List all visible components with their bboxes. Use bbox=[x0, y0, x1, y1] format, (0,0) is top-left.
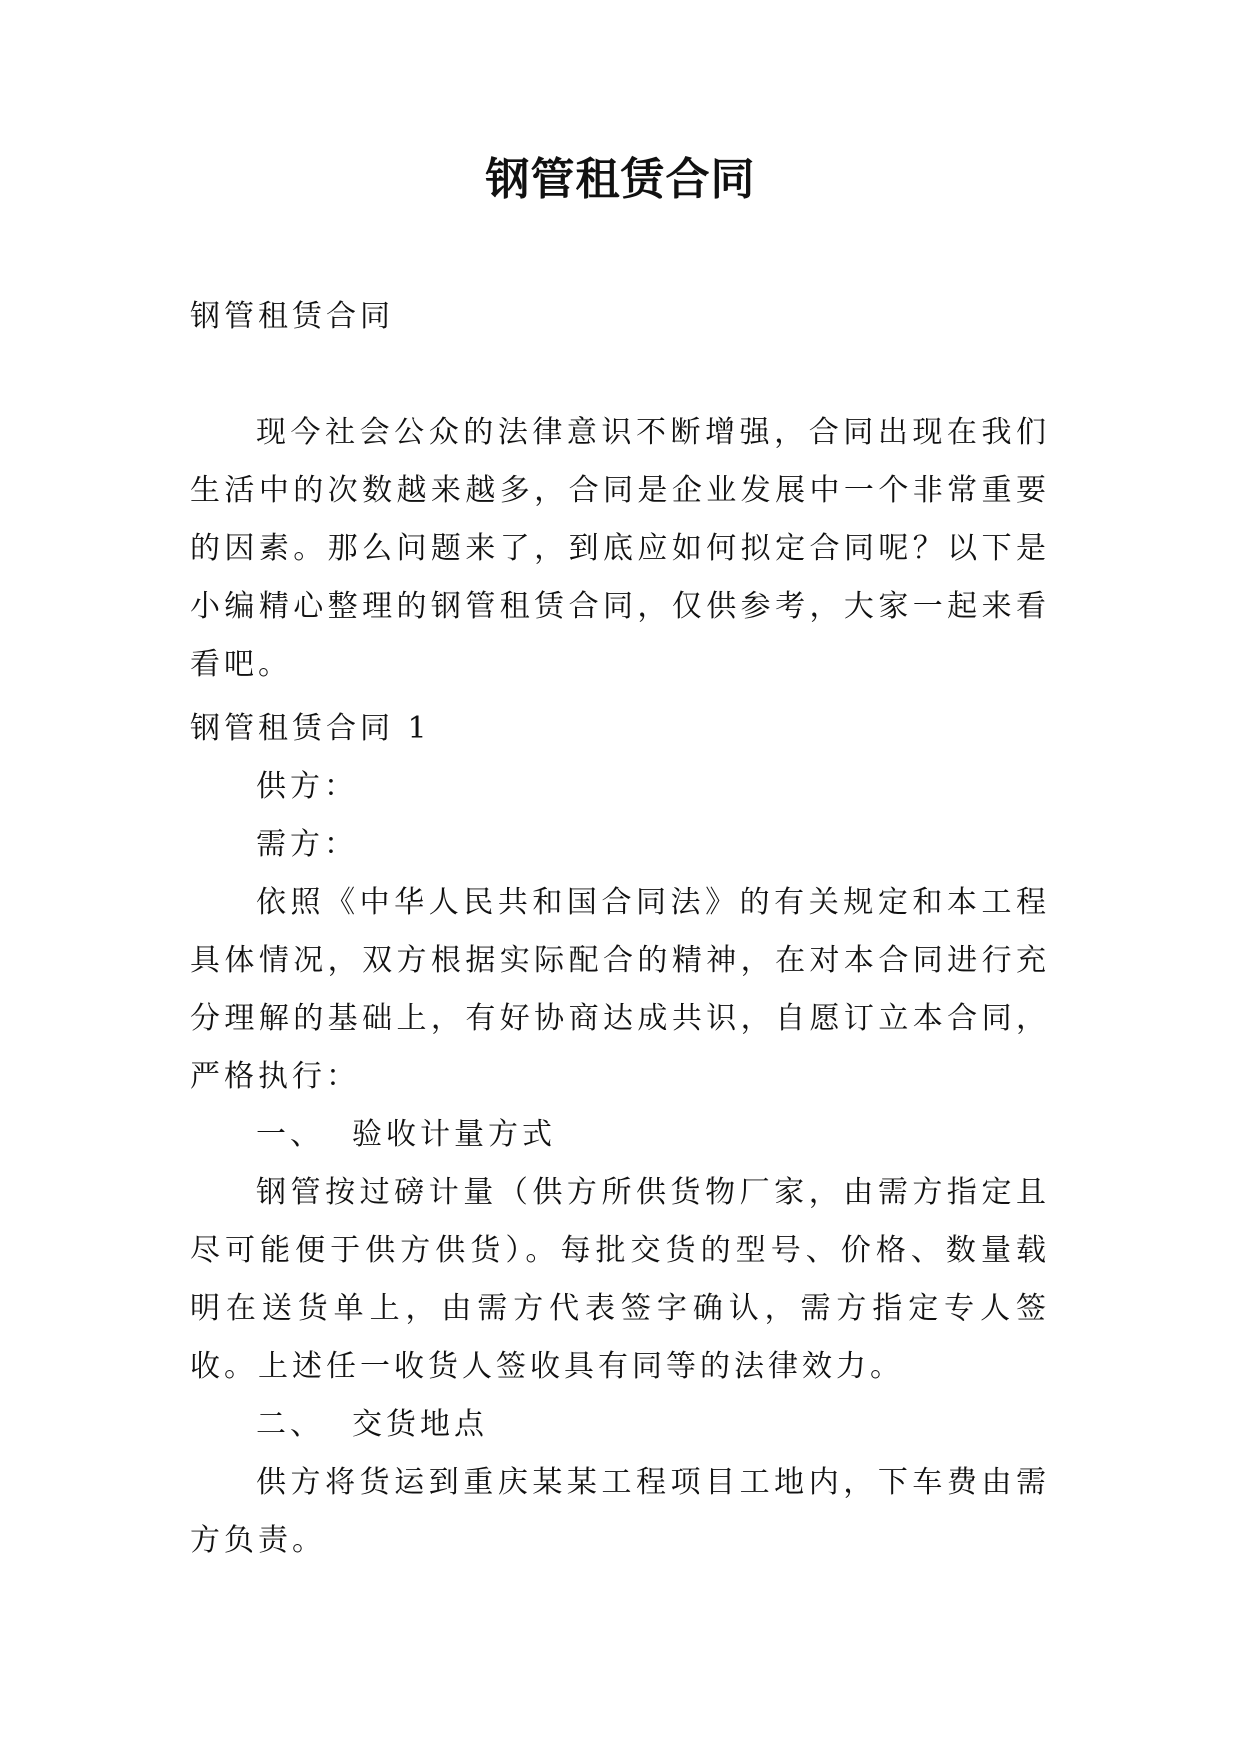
supplier-label: 供方： bbox=[256, 769, 358, 804]
section-heading-2 bbox=[190, 1396, 1050, 1454]
document-title: 钢管租赁合同 bbox=[485, 154, 756, 205]
section-text-1: 钢管按过磅计量（供方所供货物厂家，由需方指定且尽可能便于供方供货）。每批交货的型号、价格、数量载明在送货单上，由需方代表签字确认，需方指定专人签收。上述任一收货人签收具有同等的法律效力。 bbox=[190, 1175, 1050, 1384]
section-title-2: 交货地点 bbox=[352, 1407, 488, 1442]
section-number-2: 二、 bbox=[256, 1407, 324, 1442]
section-title-1: 验收计量方式 bbox=[352, 1117, 556, 1152]
section-heading-1 bbox=[190, 1106, 1050, 1164]
document-subtitle: 钢管租赁合同 bbox=[190, 299, 394, 334]
intro-paragraph: 现今社会公众的法律意识不断增强，合同出现在我们生活中的次数越来越多，合同是企业发展中一个非常重要的因素。那么问题来了，到底应如何拟定合同呢？以下是小编精心整理的钢管租赁合同，仅供参考，大家一起来看看吧。 bbox=[190, 415, 1050, 682]
contract-body bbox=[190, 758, 1050, 1570]
section-number-1: 一、 bbox=[256, 1117, 324, 1152]
buyer-label: 需方： bbox=[256, 827, 358, 862]
section-text-2: 供方将货运到重庆某某工程项目工地内，下车费由需方负责。 bbox=[190, 1465, 1050, 1558]
preamble-paragraph: 依照《中华人民共和国合同法》的有关规定和本工程具体情况，双方根据实际配合的精神，在对本合同进行充分理解的基础上，有好协商达成共识，自愿订立本合同，严格执行： bbox=[190, 885, 1050, 1094]
contract-heading: 钢管租赁合同 1 bbox=[190, 711, 431, 746]
